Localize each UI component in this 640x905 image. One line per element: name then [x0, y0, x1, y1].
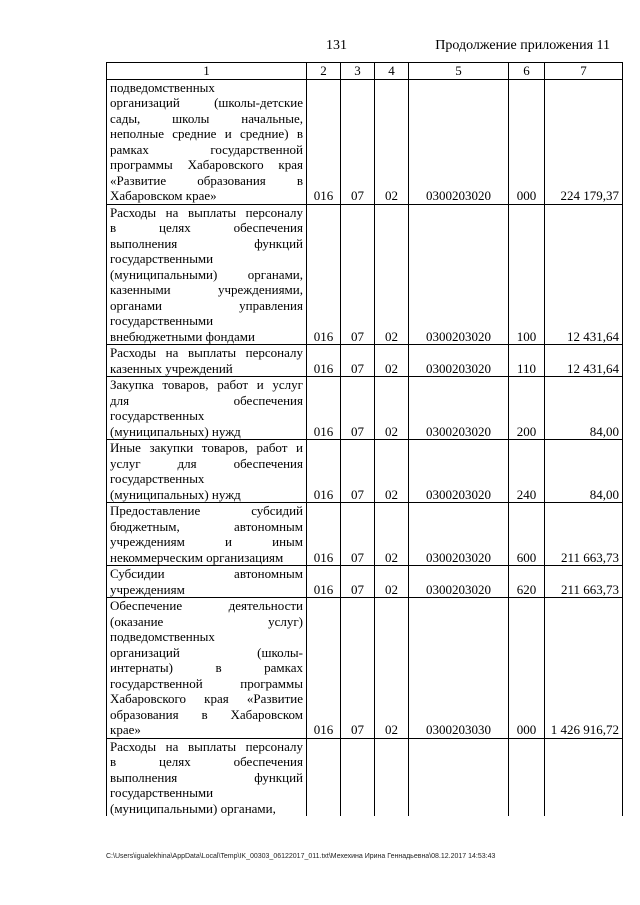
- page-number: 131: [326, 38, 347, 53]
- expense-name-line: Хабаровского края «Развитие: [110, 691, 303, 706]
- table-row: [107, 345, 623, 377]
- subsection-code-cell: 02: [375, 440, 409, 503]
- expense-name-cell: [107, 598, 307, 739]
- expense-type-cell: 600: [509, 503, 545, 566]
- amount-cell: 12 431,64: [545, 345, 623, 377]
- expense-name-line: (муниципальных) нужд: [110, 423, 241, 439]
- table-row: [107, 377, 623, 440]
- ministry-code-cell: 016: [307, 345, 341, 377]
- column-number-row: [107, 63, 623, 80]
- amount-cell: 211 663,73: [545, 503, 623, 566]
- table-row: [107, 440, 623, 503]
- expense-name-line: в целях обеспечения: [110, 220, 303, 235]
- ministry-code-cell: 016: [307, 598, 341, 739]
- subsection-code-cell: 02: [375, 566, 409, 598]
- expense-name-line: органами управления: [110, 297, 303, 313]
- expense-name-line: Расходы на выплаты персоналу: [110, 738, 303, 754]
- ministry-code-cell: 016: [307, 204, 341, 345]
- expense-name-line: государственными: [110, 785, 214, 800]
- amount-cell: 84,00: [545, 440, 623, 503]
- amount-cell: 211 663,73: [545, 566, 623, 598]
- column-header: 7: [545, 63, 623, 80]
- expense-name-line: (муниципальными) органами,: [110, 266, 303, 282]
- expense-name-line: для обеспечения: [110, 392, 303, 408]
- expense-name-line: подведомственных: [110, 79, 215, 95]
- table-row: [107, 204, 623, 345]
- target-item-cell: 0300203020: [409, 204, 509, 345]
- table-row: [107, 598, 623, 739]
- table-row: [107, 503, 623, 566]
- section-code-cell: 07: [341, 440, 375, 503]
- target-item-cell: 0300203020: [409, 79, 509, 204]
- section-code-cell: 07: [341, 598, 375, 739]
- ministry-code-cell: 016: [307, 503, 341, 566]
- column-header: 6: [509, 63, 545, 80]
- expense-type-cell: 200: [509, 377, 545, 440]
- expense-name-cell: [107, 503, 307, 566]
- expense-type-cell: 100: [509, 204, 545, 345]
- expense-type-cell: 000: [509, 598, 545, 739]
- expense-name-line: Иные закупки товаров, работ и: [110, 440, 303, 455]
- expense-name-line: (муниципальными) органами,: [110, 800, 276, 816]
- document-footer-path: C:\Users\igualekhina\AppData\Local\Temp\IK_00303_06122017_011.txt\Мехехина Ирина Геннадьевна\08.12.2017 14:53:43: [106, 853, 496, 860]
- expense-name-cell: [107, 79, 307, 204]
- expense-name-cell: [107, 440, 307, 503]
- expense-name-line: Расходы на выплаты персоналу: [110, 204, 303, 220]
- expense-name-line: Хабаровском крае»: [110, 188, 217, 203]
- expense-type-cell: [509, 738, 545, 816]
- expense-name-line: программы Хабаровского края: [110, 157, 303, 172]
- amount-cell: 224 179,37: [545, 79, 623, 204]
- expense-name-line: выполнения функций: [110, 235, 303, 251]
- column-header: 3: [341, 63, 375, 80]
- expense-name-line: государственными: [110, 251, 214, 266]
- target-item-cell: 0300203030: [409, 598, 509, 739]
- appendix-continuation: Продолжение приложения 11: [435, 38, 610, 53]
- table-row: [107, 79, 623, 204]
- amount-cell: 12 431,64: [545, 204, 623, 345]
- subsection-code-cell: 02: [375, 377, 409, 440]
- section-code-cell: [341, 738, 375, 816]
- expense-name-line: неполные средние и средние) в: [110, 126, 303, 141]
- expense-name-cell: [107, 204, 307, 345]
- expense-name-cell: [107, 345, 307, 377]
- table-row: [107, 566, 623, 598]
- expense-name-line: государственными: [110, 313, 214, 328]
- expense-name-line: Расходы на выплаты персоналу: [110, 345, 303, 360]
- amount-cell: 1 426 916,72: [545, 598, 623, 739]
- table-row: [107, 738, 623, 816]
- expense-name-line: учреждениям: [110, 581, 185, 597]
- subsection-code-cell: 02: [375, 598, 409, 739]
- expense-type-cell: 240: [509, 440, 545, 503]
- ministry-code-cell: 016: [307, 440, 341, 503]
- expense-name-line: «Развитие образования в: [110, 172, 303, 188]
- ministry-code-cell: 016: [307, 79, 341, 204]
- expense-name-line: подведомственных: [110, 629, 215, 644]
- expense-name-cell: [107, 738, 307, 816]
- expense-name-line: (муниципальных) нужд: [110, 486, 241, 502]
- expense-name-line: некоммерческим организациям: [110, 549, 284, 565]
- expense-name-line: учреждениям и иным: [110, 534, 303, 549]
- column-header: 1: [107, 63, 307, 80]
- target-item-cell: 0300203020: [409, 503, 509, 566]
- subsection-code-cell: 02: [375, 345, 409, 377]
- expense-name-line: организаций (школы-: [110, 644, 303, 660]
- section-code-cell: 07: [341, 79, 375, 204]
- expense-name-line: казенными учреждениями,: [110, 282, 303, 297]
- expense-name-cell: [107, 377, 307, 440]
- target-item-cell: [409, 738, 509, 816]
- section-code-cell: 07: [341, 345, 375, 377]
- expense-type-cell: 110: [509, 345, 545, 377]
- budget-table: [106, 62, 623, 816]
- expense-name-line: интернаты) в рамках: [110, 660, 303, 675]
- ministry-code-cell: 016: [307, 566, 341, 598]
- subsection-code-cell: 02: [375, 503, 409, 566]
- expense-name-line: в целях обеспечения: [110, 754, 303, 769]
- expense-name-line: государственных: [110, 471, 205, 486]
- subsection-code-cell: [375, 738, 409, 816]
- target-item-cell: 0300203020: [409, 566, 509, 598]
- ministry-code-cell: 016: [307, 377, 341, 440]
- expense-name-line: услуг для обеспечения: [110, 455, 303, 471]
- ministry-code-cell: [307, 738, 341, 816]
- expense-name-line: рамках государственной: [110, 141, 303, 157]
- section-code-cell: 07: [341, 204, 375, 345]
- expense-name-line: образования в Хабаровском: [110, 706, 303, 722]
- expense-name-line: государственных: [110, 408, 205, 423]
- target-item-cell: 0300203020: [409, 377, 509, 440]
- expense-name-line: (оказание услуг): [110, 613, 303, 629]
- amount-cell: [545, 738, 623, 816]
- column-header: 5: [409, 63, 509, 80]
- subsection-code-cell: 02: [375, 79, 409, 204]
- expense-name-line: Закупка товаров, работ и услуг: [110, 377, 303, 392]
- expense-name-line: выполнения функций: [110, 769, 303, 785]
- expense-type-cell: 620: [509, 566, 545, 598]
- column-header: 2: [307, 63, 341, 80]
- expense-name-line: государственной программы: [110, 675, 303, 691]
- column-header: 4: [375, 63, 409, 80]
- expense-name-line: Обеспечение деятельности: [110, 598, 303, 613]
- expense-name-line: внебюджетными фондами: [110, 328, 255, 344]
- section-code-cell: 07: [341, 503, 375, 566]
- expense-name-line: сады, школы начальные,: [110, 110, 303, 126]
- amount-cell: 84,00: [545, 377, 623, 440]
- target-item-cell: 0300203020: [409, 440, 509, 503]
- target-item-cell: 0300203020: [409, 345, 509, 377]
- subsection-code-cell: 02: [375, 204, 409, 345]
- expense-name-line: Предоставление субсидий: [110, 503, 303, 518]
- section-code-cell: 07: [341, 566, 375, 598]
- expense-name-line: организаций (школы-детские: [110, 95, 303, 110]
- expense-type-cell: 000: [509, 79, 545, 204]
- section-code-cell: 07: [341, 377, 375, 440]
- expense-name-line: бюджетным, автономным: [110, 518, 303, 534]
- expense-name-line: казенных учреждений: [110, 360, 233, 376]
- expense-name-line: крае»: [110, 722, 141, 737]
- expense-name-line: Субсидии автономным: [110, 566, 303, 581]
- expense-name-cell: [107, 566, 307, 598]
